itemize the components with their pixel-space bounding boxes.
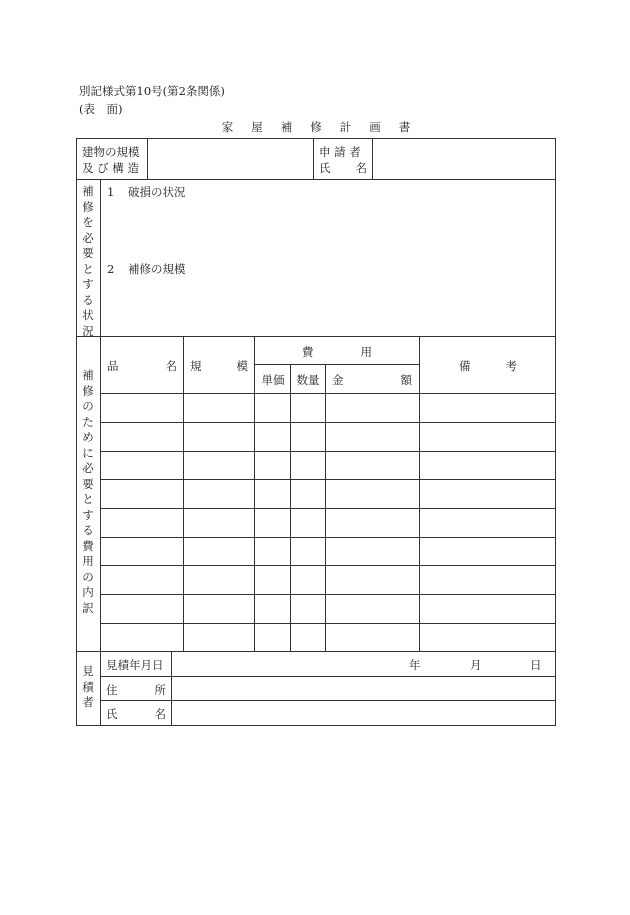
amount-header [332,372,412,388]
label-char: 必 [82,230,94,245]
label-char: 用 [82,554,94,568]
label-char: 内 [82,585,94,599]
label-char: る [82,523,94,537]
label-char: を [82,215,94,229]
form-side-label: (表 面) [79,102,123,116]
title-char: 書 [398,120,411,134]
header-char: 額 [400,373,412,387]
scale-header [190,358,248,374]
building-scale-label: 建物の規模 [82,145,140,159]
day-label: 日 [530,658,542,672]
title-char: 修 [310,120,322,134]
header-char: 品 [107,359,119,373]
label-char: 費 [82,538,94,553]
label-char: 修 [82,383,94,398]
applicant-name-char: 氏 [319,161,331,175]
cost-header [302,344,372,360]
label-char: め [82,430,94,444]
label-char: と [82,492,94,506]
quantity-header: 数量 [296,373,320,387]
label-char: す [82,507,94,522]
label-char: 積 [82,679,94,694]
title-char: 家 [221,120,234,134]
label-char: 況 [82,323,94,338]
label-char: 名 [154,707,166,721]
repair-scale-item[interactable] [107,261,185,277]
estimate-date-label: 見積年月日 [106,658,164,672]
label-char: 所 [154,683,166,697]
header-char: 備 [459,359,471,373]
label-char: 住 [106,683,118,697]
label-char: る [82,292,94,307]
header-char: 考 [505,359,517,373]
label-char: の [82,399,94,413]
item-number: 2 [107,262,115,276]
label-char: 修 [82,199,94,214]
label-char: に [82,445,94,460]
header-char: 金 [332,373,344,387]
item-name-header [107,358,177,374]
building-structure-label: 及 び 構 造 [82,161,139,175]
name-label [106,706,166,722]
form-reference: 別記様式第10号(第2条関係) [79,84,225,98]
label-char: と [82,261,94,276]
applicant-name-char: 名 [355,161,367,175]
label-char: 補 [82,184,94,198]
header-char: 規 [190,359,202,373]
label-char: 補 [82,368,94,382]
header-char: 模 [236,359,248,373]
address-label [106,682,166,698]
header-char: 費 [302,345,314,359]
damage-situation-item[interactable] [107,184,185,200]
label-char: 見 [82,664,94,678]
unit-price-header: 単価 [261,373,285,387]
label-char: の [82,569,94,584]
label-char: 氏 [106,707,118,721]
form-border [77,139,556,726]
title-char: 補 [280,120,293,134]
label-char: 状 [82,308,94,322]
applicant-label: 申 請 者 [319,145,361,159]
remarks-header [459,358,517,374]
situation-vertical-label [80,184,96,339]
label-char: た [82,414,94,429]
label-char: 必 [82,461,94,475]
header-char: 名 [165,359,177,373]
title-char: 画 [369,120,381,134]
header-char: 用 [360,345,372,359]
label-char: 者 [82,695,94,709]
label-char: す [82,277,94,291]
year-label: 年 [409,658,421,672]
title-char: 計 [339,120,352,134]
damage-situation-label: 破損の状況 [127,185,186,199]
applicant-name-label [319,160,367,176]
title-char: 屋 [251,120,263,134]
estimator-vertical-label [80,664,96,711]
item-number: 1 [107,185,115,199]
label-char: 要 [82,476,94,491]
label-char: 訳 [82,600,94,615]
repair-scale-label: 補修の規模 [127,262,186,276]
month-label: 月 [470,658,482,672]
label-char: 要 [82,246,94,260]
cost-vertical-label [80,368,96,616]
